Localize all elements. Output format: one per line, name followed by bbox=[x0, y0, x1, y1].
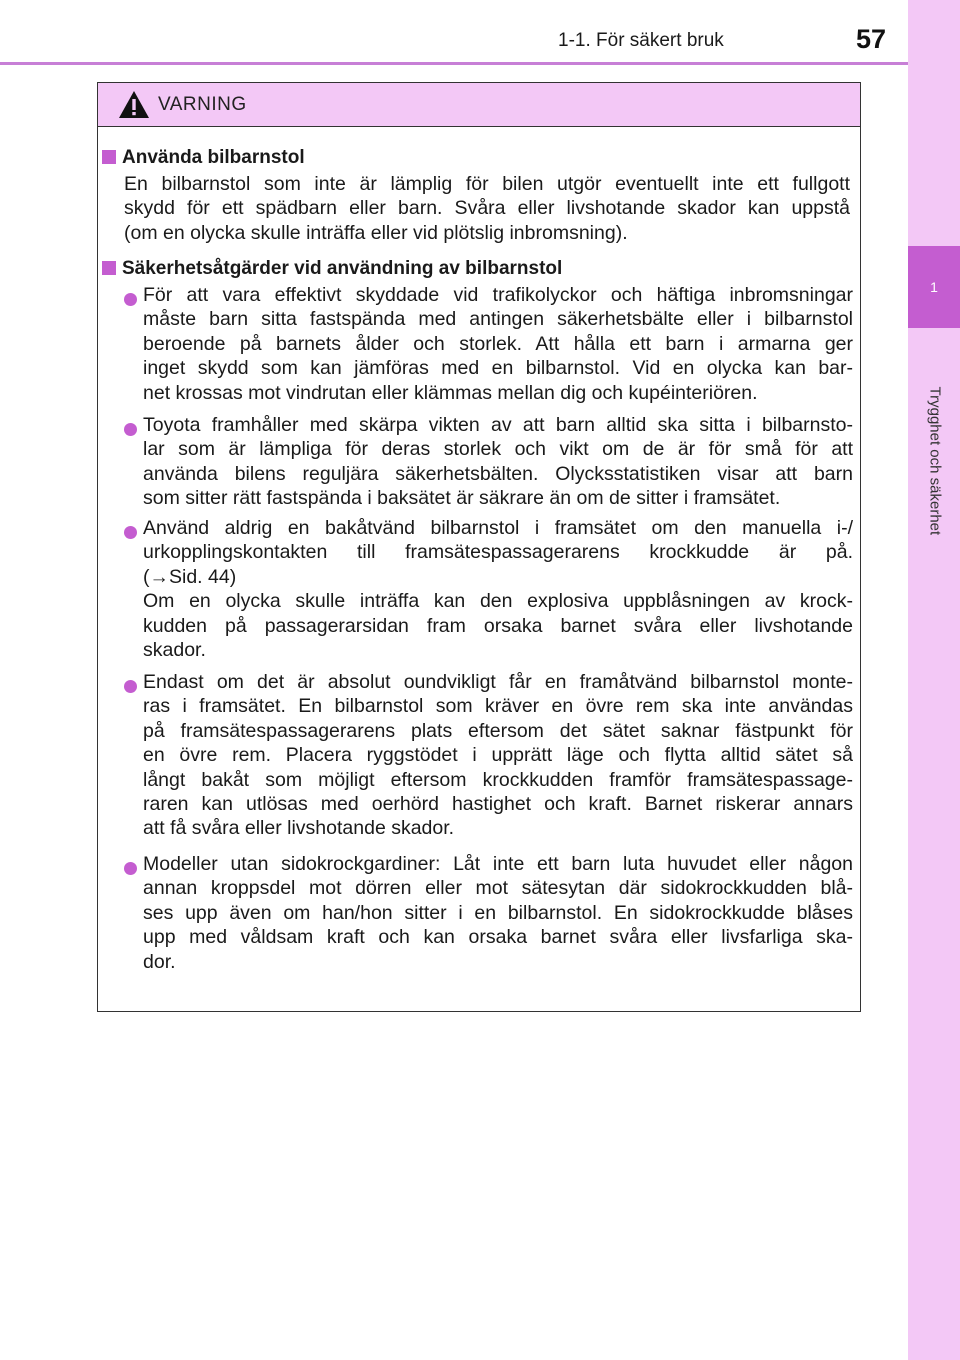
text-line: på framsätespassagerarens plats eftersom det sätet saknar fästpunkt för bbox=[143, 719, 853, 742]
section-title bbox=[102, 147, 305, 169]
page-number: 57 bbox=[856, 24, 887, 54]
text-line: som sitter rätt fastspända i baksätet är säkrare än om de sitter i framsätet. bbox=[143, 487, 781, 510]
page-reference[interactable]: (→Sid. 44) bbox=[143, 565, 237, 588]
text-line: beroende på barnets ålder och storlek. Att hålla ett barn i armarna ger bbox=[143, 332, 853, 355]
bullet-paragraph bbox=[143, 670, 853, 841]
text-line: lar som är lämpliga för deras storlek och vikt om de är för små för att bbox=[143, 438, 853, 461]
text-line: upp med våldsam kraft och kan orsaka barnet svåra eller livsfarliga ska- bbox=[143, 926, 853, 949]
text-line: skydd för ett spädbarn eller barn. Svåra eller livshotande skador kan uppstå bbox=[124, 197, 850, 220]
text-line: inget skydd som kan jämföras med en bilbarnstol. Vid en olycka kan bar- bbox=[143, 357, 853, 380]
text-line: annan kroppsdel mot dörren eller mot sätesytan där sidokrockkudden blå- bbox=[143, 877, 853, 900]
side-tab-title: Trygghet och säkerhet bbox=[926, 386, 944, 536]
warning-box bbox=[97, 82, 861, 1012]
warning-triangle-icon bbox=[118, 90, 150, 119]
text-line: dor. bbox=[143, 950, 176, 973]
text-line: måste barn sitta fastspända med antingen säkerhetsbälte eller i bilbarnstol bbox=[143, 308, 853, 331]
warning-header bbox=[98, 83, 860, 127]
text-line: en övre rem. Placera ryggstödet i upprätt läge och flytta alltid sätet så bbox=[143, 744, 853, 767]
bullet-paragraph bbox=[143, 283, 853, 405]
text-line: (om en olycka skulle inträffa eller vid plötslig inbromsning). bbox=[124, 221, 628, 244]
section-title-text: Säkerhetsåtgärder vid användning av bilbarnstol bbox=[122, 258, 563, 279]
text-line: Använd aldrig en bakåtvänd bilbarnstol i framsätet om den manuella i-/ bbox=[143, 517, 853, 539]
chapter-number: 1 bbox=[930, 279, 938, 295]
text-line: kudden på passagerarsidan fram orsaka barnet svåra eller livshotande bbox=[143, 614, 853, 637]
bullet-paragraph bbox=[143, 852, 853, 974]
square-bullet-icon bbox=[102, 150, 116, 164]
text-line: urkopplingskontakten till framsätespassagerarens krockkudde är på. bbox=[143, 541, 853, 564]
side-tab-chapter bbox=[908, 246, 960, 328]
text-line: Toyota framhåller med skärpa vikten av att barn alltid ska sitta i bilbarnsto- bbox=[143, 414, 853, 436]
text-line: net krossas mot vindrutan eller klämmas mellan dig och kupéinteriören. bbox=[143, 381, 758, 404]
side-tab-strip bbox=[908, 0, 960, 1360]
bullet-paragraph bbox=[143, 413, 853, 511]
bullet-icon bbox=[124, 680, 137, 693]
section-paragraph bbox=[124, 172, 850, 245]
square-bullet-icon bbox=[102, 261, 116, 275]
text-line: ras i framsätet. En bilbarnstol som kräver en övre rem ska inte användas bbox=[143, 695, 853, 718]
bullet-icon bbox=[124, 293, 137, 306]
text-line: Om en olycka skulle inträffa kan den explosiva uppblåsningen av krock- bbox=[143, 590, 853, 613]
header-section-title: 1-1. För säkert bruk bbox=[558, 30, 724, 51]
bullet-icon bbox=[124, 526, 137, 539]
warning-label: VARNING bbox=[158, 94, 247, 115]
text-line: använda bilens reguljära säkerhetsbälten. Olycksstatistiken visar att barn bbox=[143, 462, 853, 485]
text-line: Modeller utan sidokrockgardiner: Låt inte ett barn luta huvudet eller någon bbox=[143, 853, 853, 875]
text-line: Endast om det är absolut oundvikligt får en framåtvänd bilbarnstol monte- bbox=[143, 671, 853, 693]
bullet-paragraph bbox=[143, 516, 853, 662]
text-line: raren kan utlösas med oerhörd hastighet och kraft. Barnet riskerar annars bbox=[143, 793, 853, 816]
text-line: En bilbarnstol som inte är lämplig för bilen utgör eventuellt inte ett fullgott bbox=[124, 173, 850, 195]
text-line: För att vara effektivt skyddade vid trafikolyckor och häftiga inbromsningar bbox=[143, 284, 853, 306]
section-title bbox=[102, 258, 562, 280]
header-divider bbox=[0, 62, 908, 65]
text-line: långt bakåt som möjligt eftersom krockkudden framför framsätespassage- bbox=[143, 768, 853, 791]
bullet-icon bbox=[124, 423, 137, 436]
bullet-icon bbox=[124, 862, 137, 875]
text-line: ses upp även om han/hon sitter i en bilbarnstol. En sidokrockkudde blåses bbox=[143, 901, 853, 924]
text-line: skador. bbox=[143, 639, 206, 662]
text-line: att få svåra eller livshotande skador. bbox=[143, 817, 455, 840]
section-title-text: Använda bilbarnstol bbox=[122, 147, 305, 168]
